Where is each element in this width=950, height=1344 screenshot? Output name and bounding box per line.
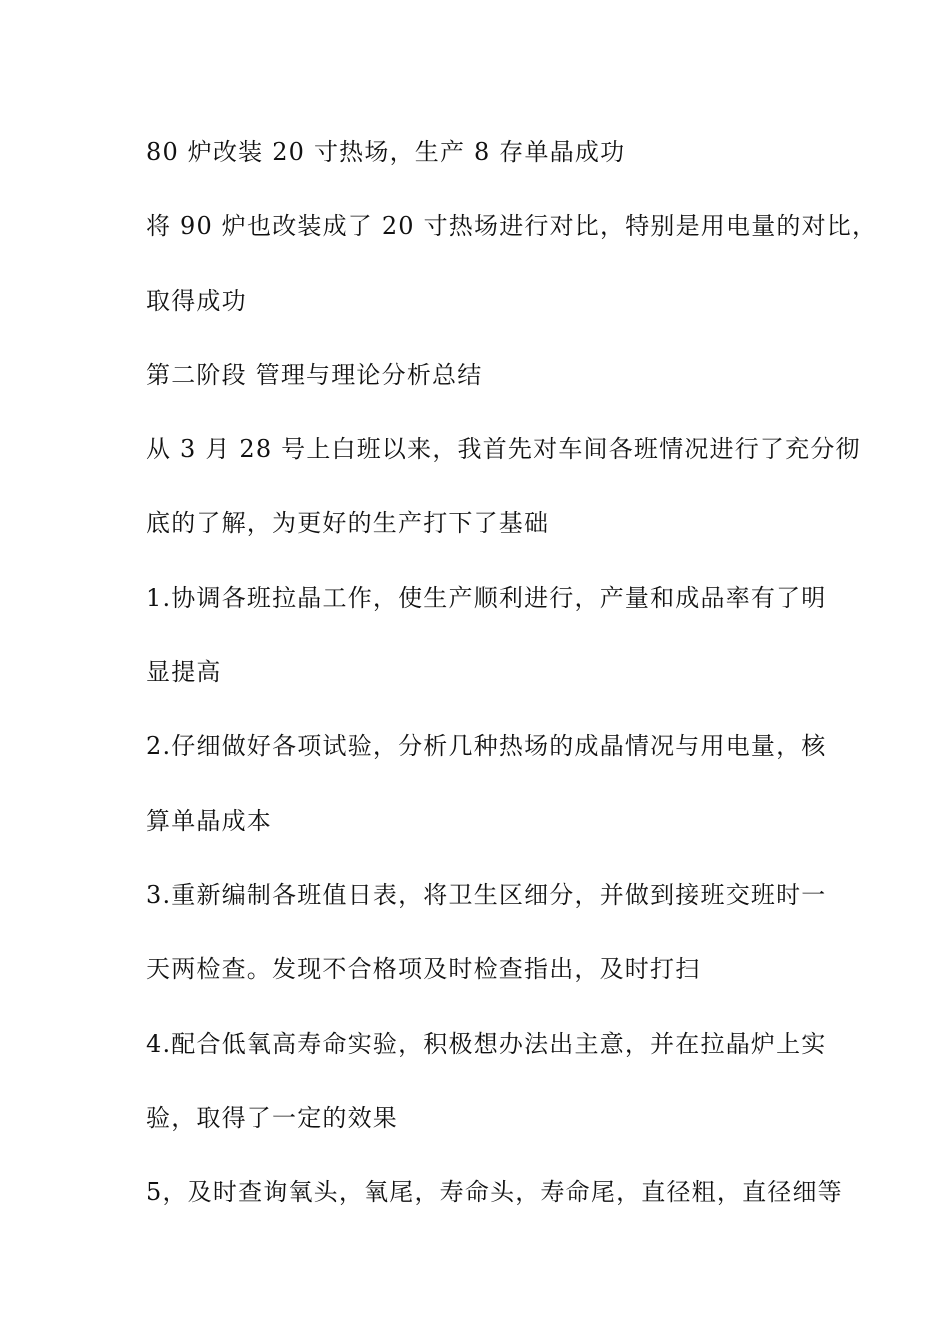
list-item-4-cont: 验，取得了一定的效果 — [146, 1103, 398, 1132]
text-line-5: 从 3 月 28 号上白班以来，我首先对车间各班情况进行了充分彻 — [146, 435, 861, 464]
list-item-1-cont: 显提高 — [146, 658, 222, 687]
list-item-1: 1.协调各班拉晶工作，使生产顺利进行，产量和成品率有了明 — [146, 583, 827, 612]
text-line-1: 80 炉改装 20 寸热场，生产 8 存单晶成功 — [146, 138, 626, 166]
body-text — [146, 133, 878, 1247]
text-line-3: 取得成功 — [146, 286, 247, 315]
list-item-3: 3.重新编制各班值日表，将卫生区细分，并做到接班交班时一 — [146, 880, 827, 909]
list-item-3-cont: 天两检查。发现不合格项及时检查指出，及时打扫 — [146, 955, 701, 984]
list-item-4: 4.配合低氧高寿命实验，积极想办法出主意，并在拉晶炉上实 — [146, 1029, 827, 1058]
list-item-2-cont: 算单晶成本 — [146, 806, 272, 835]
text-line-2: 将 90 炉也改装成了 20 寸热场进行对比，特别是用电量的对比， — [146, 212, 878, 241]
text-line-6: 底的了解，为更好的生产打下了基础 — [146, 509, 550, 538]
section-heading: 第二阶段 管理与理论分析总结 — [146, 360, 483, 389]
list-item-2: 2.仔细做好各项试验，分析几种热场的成晶情况与用电量，核 — [146, 732, 827, 761]
list-item-5: 5，及时查询氧头，氧尾，寿命头，寿命尾，直径粗，直径细等 — [146, 1178, 843, 1207]
